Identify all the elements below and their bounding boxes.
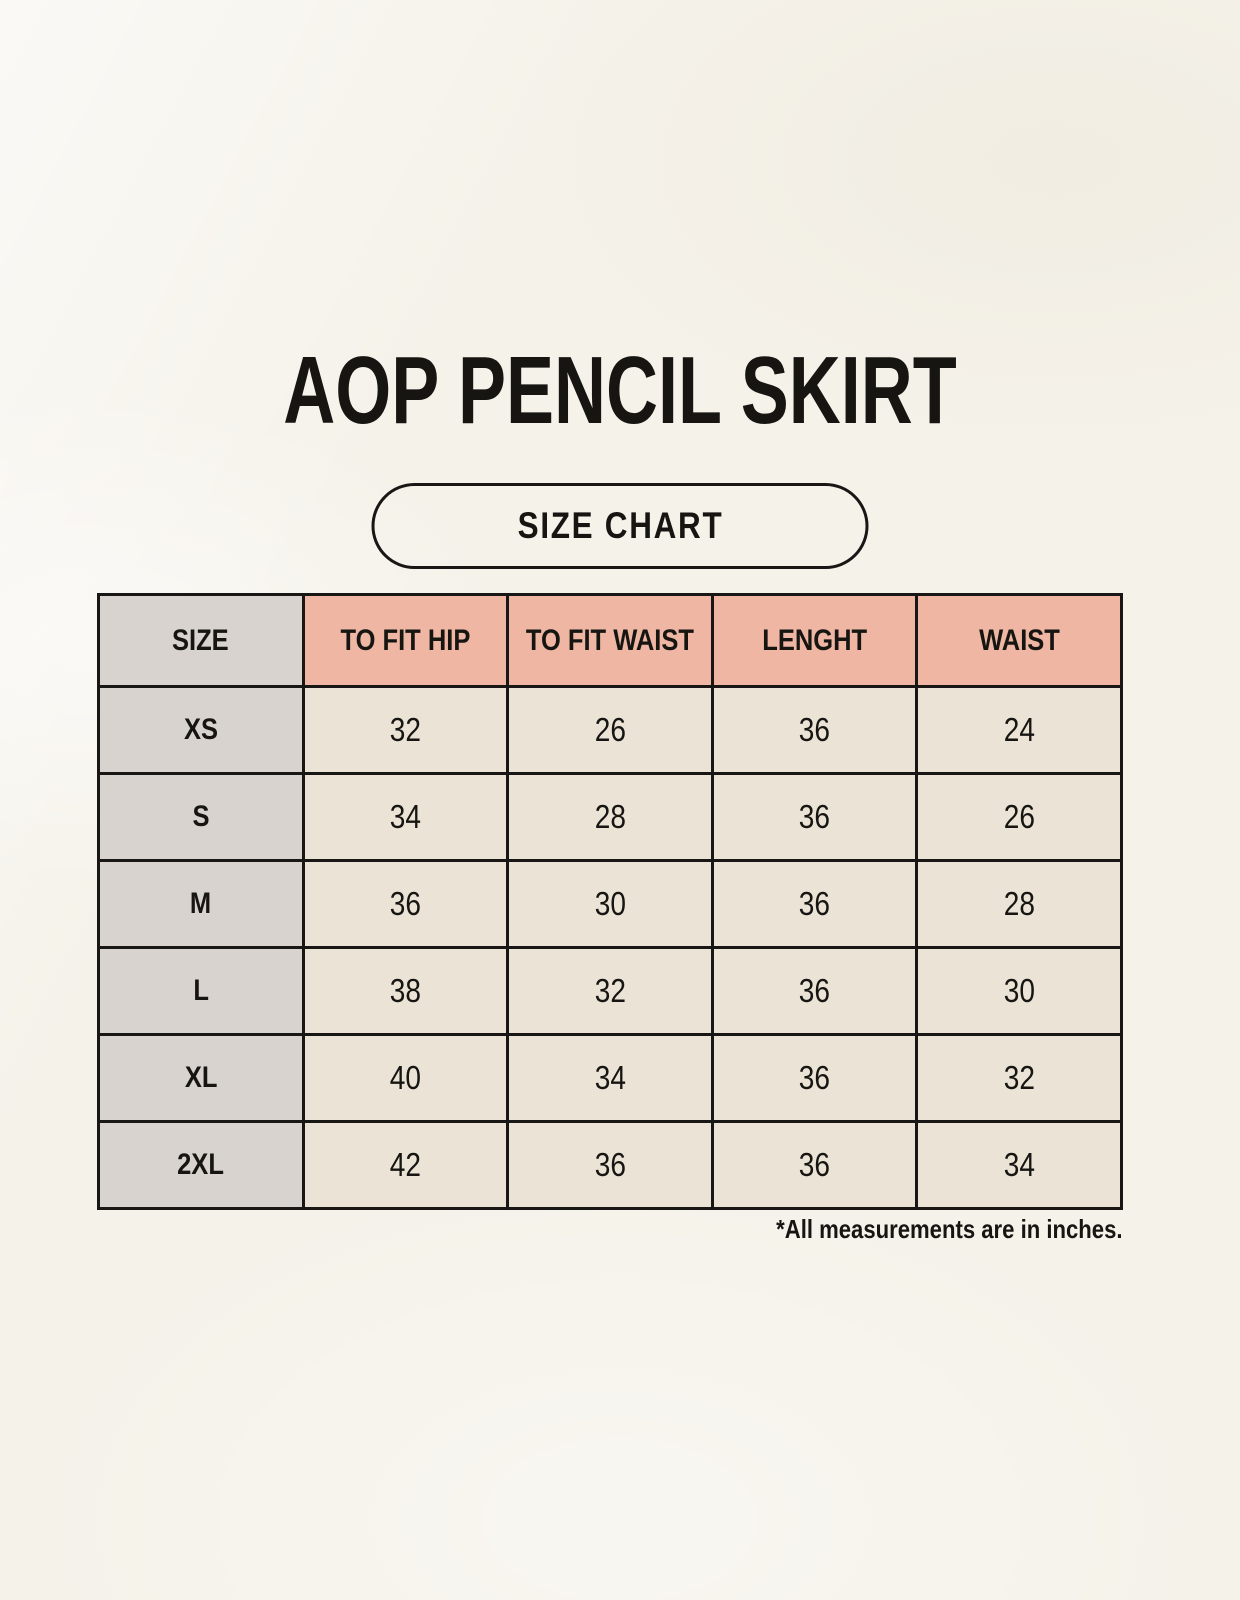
row-header-l: L [99,948,304,1035]
row-header-xs: XS [99,687,304,774]
cell-2xl-waist: 34 [917,1122,1122,1209]
col-header-size: SIZE [99,595,304,687]
page-title [0,338,1240,444]
cell-l-waist-fit: 32 [508,948,713,1035]
col-header-waist: WAIST [917,595,1122,687]
table-row-xs [99,687,1122,774]
size-chart-badge [372,483,869,569]
cell-s-length: 36 [712,774,917,861]
table-row-m [99,861,1122,948]
measurements-footnote-text: *All measurements are in inches. [776,1214,1123,1244]
cell-m-waist-fit: 30 [508,861,713,948]
size-chart-badge-label: SIZE CHART [517,505,723,546]
page-title-text: AOP PENCIL SKIRT [283,337,957,444]
cell-m-waist: 28 [917,861,1122,948]
table-row-l [99,948,1122,1035]
cell-l-waist: 30 [917,948,1122,1035]
cell-xs-length: 36 [712,687,917,774]
cell-l-length: 36 [712,948,917,1035]
cell-s-waist-fit: 28 [508,774,713,861]
cell-s-hip: 34 [303,774,508,861]
cell-xs-waist-fit: 26 [508,687,713,774]
col-header-lenght: LENGHT [712,595,917,687]
cell-m-length: 36 [712,861,917,948]
cell-l-hip: 38 [303,948,508,1035]
col-header-to-fit-hip: TO FIT HIP [303,595,508,687]
cell-xl-waist: 32 [917,1035,1122,1122]
size-chart-table [97,593,1123,1210]
row-header-s: S [99,774,304,861]
cell-2xl-hip: 42 [303,1122,508,1209]
cell-xs-hip: 32 [303,687,508,774]
cell-xl-hip: 40 [303,1035,508,1122]
table-row-s [99,774,1122,861]
col-header-to-fit-waist: TO FIT WAIST [508,595,713,687]
cell-2xl-waist-fit: 36 [508,1122,713,1209]
table-header-row [99,595,1122,687]
cell-xl-waist-fit: 34 [508,1035,713,1122]
table-row-xl [99,1035,1122,1122]
cell-2xl-length: 36 [712,1122,917,1209]
cell-s-waist: 26 [917,774,1122,861]
measurements-footnote [715,1214,1123,1245]
row-header-m: M [99,861,304,948]
cell-xs-waist: 24 [917,687,1122,774]
table-row-2xl [99,1122,1122,1209]
row-header-2xl: 2XL [99,1122,304,1209]
cell-xl-length: 36 [712,1035,917,1122]
row-header-xl: XL [99,1035,304,1122]
cell-m-hip: 36 [303,861,508,948]
